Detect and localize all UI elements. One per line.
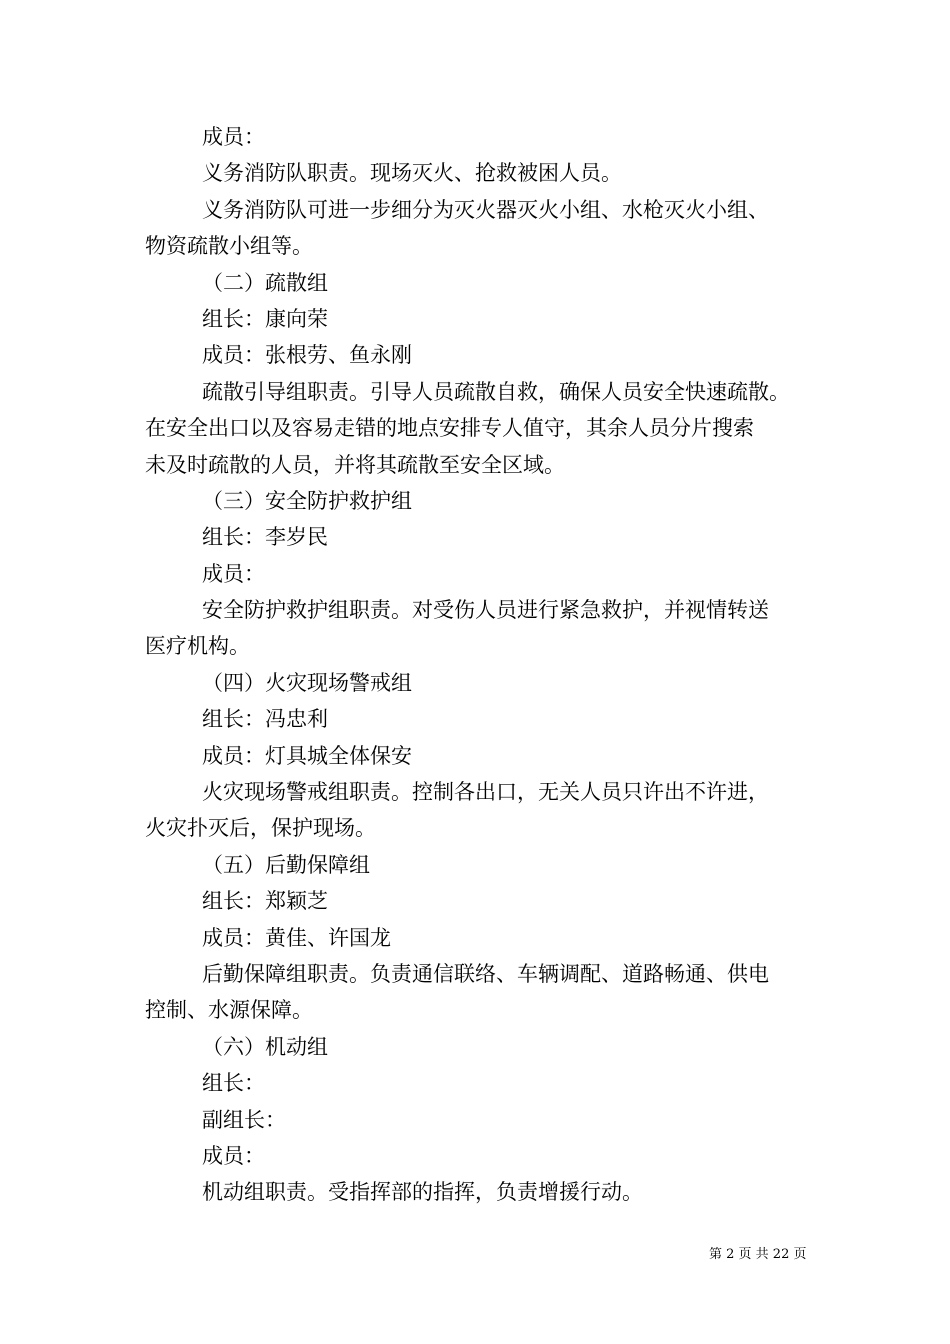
- text-line: 成员：灯具城全体保安: [202, 743, 412, 768]
- text-line: 后勤保障组职责。负责通信联络、车辆调配、道路畅通、供电: [202, 961, 769, 986]
- text-line: 机动组职责。受指挥部的指挥，负责增援行动。: [202, 1180, 643, 1205]
- text-line: 组长：: [202, 1071, 265, 1096]
- text-line: 义务消防队职责。现场灭火、抢救被困人员。: [202, 161, 622, 186]
- text-line: 组长：康向荣: [202, 306, 328, 331]
- text-line: （四）火灾现场警戒组: [202, 670, 412, 695]
- text-line: 成员：张根劳、鱼永刚: [202, 343, 412, 368]
- document-body: [145, 119, 825, 1211]
- text-line: 组长：李岁民: [202, 525, 328, 550]
- text-line: 义务消防队可进一步细分为灭火器灭火小组、水枪灭火小组、: [202, 197, 769, 222]
- text-line: 火灾现场警戒组职责。控制各出口，无关人员只许出不许进，: [202, 780, 769, 805]
- text-line: 未及时疏散的人员，并将其疏散至安全区域。: [145, 452, 565, 477]
- text-line: 在安全出口以及容易走错的地点安排专人值守，其余人员分片搜索: [145, 416, 754, 441]
- text-line: 成员：黄佳、许国龙: [202, 925, 391, 950]
- text-line: 成员：: [202, 561, 265, 586]
- text-line: 成员：: [202, 1143, 265, 1168]
- text-line: 安全防护救护组职责。对受伤人员进行紧急救护，并视情转送: [202, 598, 769, 623]
- text-line: 物资疏散小组等。: [145, 234, 313, 259]
- text-line: 组长：郑颖芝: [202, 889, 328, 914]
- text-line: 医疗机构。: [145, 634, 250, 659]
- text-line: 疏散引导组职责。引导人员疏散自救，确保人员安全快速疏散。: [202, 379, 790, 404]
- text-line: （五）后勤保障组: [202, 852, 370, 877]
- page-number-footer: 第 2 页 共 22 页: [709, 1247, 807, 1262]
- text-line: 副组长：: [202, 1107, 286, 1132]
- text-line: 控制、水源保障。: [145, 998, 313, 1023]
- text-line: 组长：冯忠利: [202, 707, 328, 732]
- text-line: （二）疏散组: [202, 270, 328, 295]
- text-line: （六）机动组: [202, 1034, 328, 1059]
- text-line: 成员：: [202, 125, 265, 149]
- text-line: 火灾扑灭后，保护现场。: [145, 816, 376, 841]
- text-line: （三）安全防护救护组: [202, 488, 412, 513]
